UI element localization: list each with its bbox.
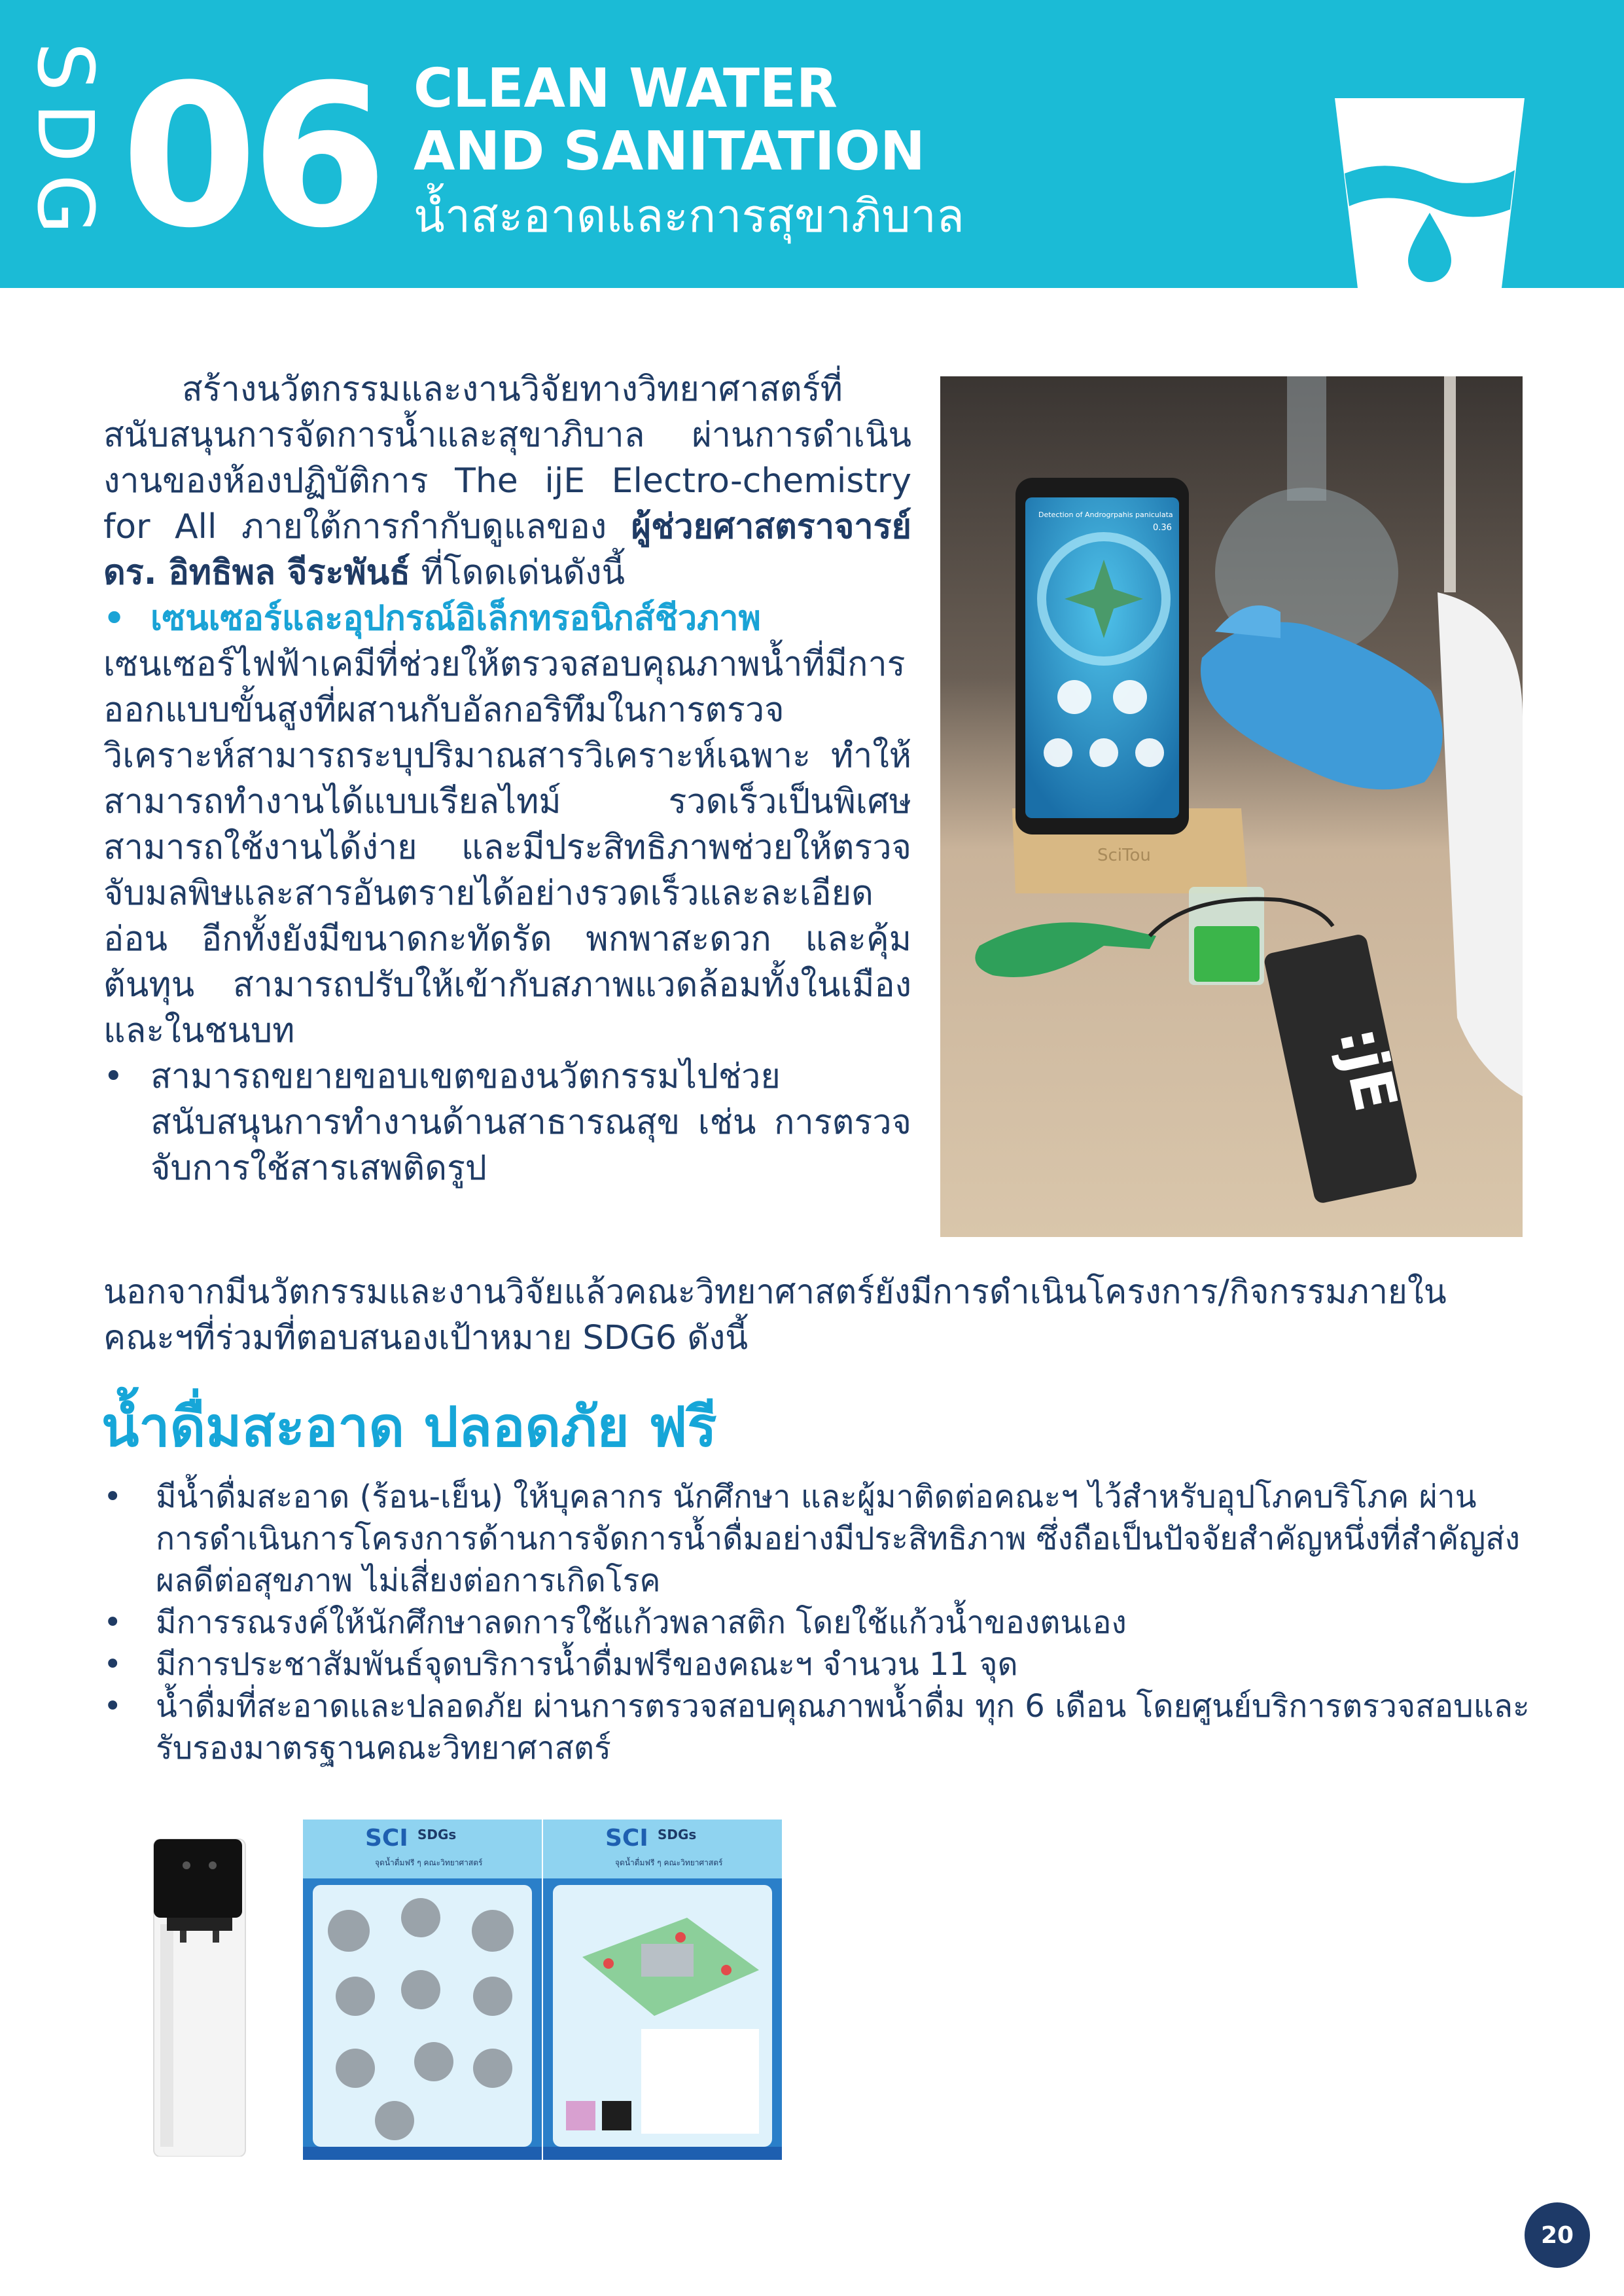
poster-brand: SCI bbox=[365, 1825, 408, 1852]
free-water-poster-2 bbox=[543, 1820, 782, 2160]
phone-value: 0.36 bbox=[1153, 523, 1172, 533]
list-item: • น้ำดื่มที่สะอาดและปลอดภัย ผ่านการตรวจสอบคุณภาพน้ำดื่ม ทุก 6 เดือน โดยศูนย์บริการตรวจสอบและรับรองมาตรฐานคณะวิทยาศาสตร์ bbox=[103, 1685, 1530, 1769]
bullet-2: • สามารถขยายขอบเขตของนวัตกรรมไปช่วยสนับสนุนการทำงานด้านสาธารณสุข เช่น การตรวจจับการใช้สารเสพติดรูป bbox=[103, 1057, 911, 1188]
list-item: • มีการประชาสัมพันธ์จุดบริการน้ำดื่มฟรีของคณะฯ จำนวน 11 จุด bbox=[103, 1643, 1530, 1685]
intro-lead: สร้างนวัตกรรมและงานวิจัยทางวิทยาศาสตร์ที่สนับสนุนการจัดการน้ำและสุขาภิบาล ผ่านการดำเนินงานของห้องปฏิบัติการ The ijE Electro-chemistry for All ภายใต้การกำกับดูแลของ ผู้ช่วยศาสตราจารย์ ดร. อิทธิพล จีระพันธ์ ที่โดดเด่นดังนี้ bbox=[103, 370, 911, 592]
bullet-1: • เซนเซอร์และอุปกรณ์อิเล็กทรอนิกส์ชีวภาพ bbox=[103, 596, 911, 641]
phone-app-title: Detection of Androgrpahis paniculata bbox=[1038, 511, 1173, 519]
goal-title-line1: CLEAN WATER bbox=[414, 58, 838, 120]
researcher-name: ผู้ช่วยศาสตราจารย์ ดร. อิทธิพล จีระพันธ์ bbox=[103, 507, 911, 592]
poster-subtitle: จุดน้ำดื่มฟรี ๆ คณะวิทยาศาสตร์ bbox=[375, 1858, 483, 1867]
page-number: 20 bbox=[1525, 2202, 1590, 2268]
poster-brand: SCI bbox=[605, 1825, 648, 1852]
poster-badge: SDGs bbox=[658, 1827, 697, 1842]
device-label: :jE bbox=[1325, 1020, 1411, 1118]
sdg-label: SDG bbox=[20, 42, 111, 246]
sensor-photo bbox=[940, 376, 1523, 1237]
poster-subtitle: จุดน้ำดื่มฟรี ๆ คณะวิทยาศาสตร์ bbox=[615, 1858, 723, 1867]
list-item: • มีการรณรงค์ให้นักศึกษาลดการใช้แก้วพลาสติก โดยใช้แก้วน้ำของตนเอง bbox=[103, 1602, 1530, 1643]
drinking-water-list bbox=[103, 1476, 1530, 1769]
free-water-poster-1 bbox=[303, 1820, 542, 2160]
goal-title-line2: AND SANITATION bbox=[414, 120, 925, 183]
section-heading: น้ำดื่มสะอาด ปลอดภัย ฟรี bbox=[101, 1395, 717, 1459]
intro-text bbox=[103, 367, 911, 1191]
bullet-1-title: เซนเซอร์และอุปกรณ์อิเล็กทรอนิกส์ชีวภาพ bbox=[150, 599, 761, 638]
stand-label: SciTou bbox=[1097, 846, 1151, 865]
activities-intro: นอกจากมีนวัตกรรมและงานวิจัยแล้วคณะวิทยาศาสตร์ยังมีการดำเนินโครงการ/กิจกรรมภายในคณะฯที่ร่วมที่ตอบสนองเป้าหมาย SDG6 ดังนี้ bbox=[103, 1273, 1447, 1357]
goal-title-th: น้ำสะอาดและการสุขาภิบาล bbox=[414, 189, 964, 243]
goal-title-en bbox=[414, 58, 925, 183]
poster-badge: SDGs bbox=[417, 1827, 457, 1842]
bullet-1-body: เซนเซอร์ไฟฟ้าเคมีที่ช่วยให้ตรวจสอบคุณภาพน้ำที่มีการออกแบบขั้นสูงที่ผสานกับอัลกอริทึมในการตรวจวิเคราะห์สามารถระบุปริมาณสารวิเคราะห์เฉพาะ ทำให้สามารถทำงานได้แบบเรียลไทม์ รวดเร็วเป็นพิเศษสามารถใช้งานได้ง่าย และมีประสิทธิภาพช่วยให้ตรวจจับมลพิษและสารอันตรายได้อย่างรวดเร็วและละเอียดอ่อน อีกทั้งยังมีขนาดกะทัดรัด พกพาสะดวก และคุ้มต้นทุน สามารถปรับให้เข้ากับสภาพแวดล้อมทั้งในเมืองและในชนบท bbox=[103, 645, 911, 1050]
goal-number: 06 bbox=[121, 43, 381, 271]
list-item: • มีน้ำดื่มสะอาด (ร้อน-เย็น) ให้บุคลากร นักศึกษา และผู้มาติดต่อคณะฯ ไว้สำหรับอุปโภคบริโภค ผ่านการดำเนินการโครงการด้านการจัดการน้ำดื่มอย่างมีประสิทธิภาพ ซึ่งถือเป็นปัจจัยสำคัญหนึ่งที่สำคัญส่งผลดีต่อสุขภาพ ไม่เสี่ยงต่อการเกิดโรค bbox=[103, 1476, 1530, 1602]
water-glass-icon bbox=[1335, 85, 1525, 288]
header-banner bbox=[0, 0, 1624, 288]
water-dispenser-image bbox=[147, 1826, 252, 2157]
